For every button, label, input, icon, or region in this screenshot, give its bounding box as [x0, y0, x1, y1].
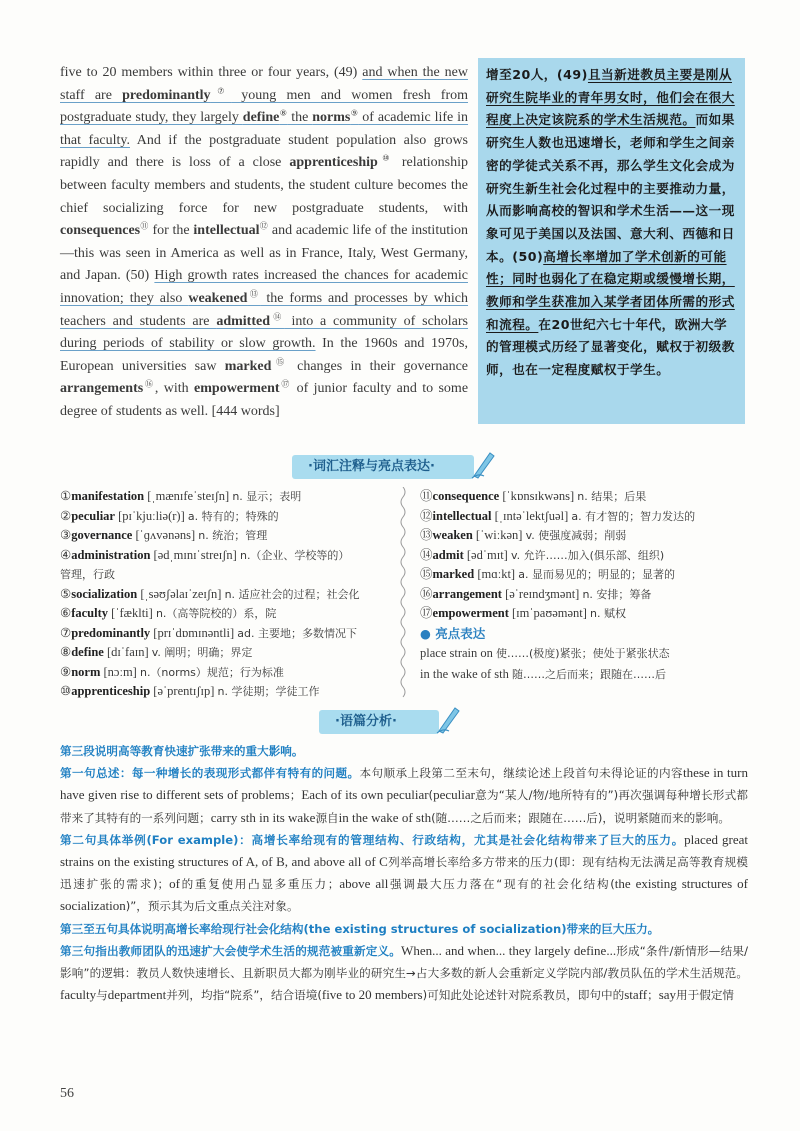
note-marker: ⑮ [271, 357, 289, 367]
passage-text: into a community of scholars during periods of stability or slow growth. [60, 313, 468, 352]
section-title: ·语篇分析· [335, 714, 397, 729]
pen-icon [435, 704, 461, 734]
vocab-phonetic: [nɔːm] [100, 664, 140, 679]
vocab-definition: v. 允许……加入(俱乐部、组织) [510, 548, 665, 562]
vocab-number: ⑦ [60, 625, 72, 640]
vocab-entry [60, 604, 395, 624]
vocab-entry [420, 585, 750, 605]
english-passage [60, 62, 468, 424]
analysis-text: 形成“条件/新情形—结果/影响”的逻辑：教员人数快速增长、且新职员大都为刚毕业的研究生→占大多数的新人会重新定义学院内部/教员队伍的学术生活规范。 [60, 943, 748, 981]
passage-paragraph [60, 62, 468, 424]
keyword-predominantly: predominantly [122, 87, 211, 103]
highlight-chinese: 使……(极度)紧张；使处于紧张状态 [496, 647, 670, 660]
section-title: ·词汇注释与亮点表达· [308, 459, 435, 474]
pen-icon [470, 449, 496, 479]
vocab-list-right [420, 487, 750, 685]
translation-underlined-50: 高增长率增加了学术创新的可能性；同时也弱化了在稳定期或缓慢增长期，教师和学生获准加入某学者团体所需的形式和流程。 [486, 248, 735, 332]
vocab-definition: v. 使强度减弱；削弱 [525, 529, 627, 542]
note-marker: ⑰ [279, 379, 292, 389]
vocab-phonetic: [prɪˈdɒmɪnəntli] [150, 625, 238, 640]
vocab-phonetic: [ˈɡʌvənəns] [132, 528, 199, 542]
vocab-number: ⑰ [420, 606, 433, 620]
translation-underlined-49: 且当新进教员主要是刚从研究生院毕业的青年男女时，他们会在很大程度上决定该院系的学术生活规范。 [486, 67, 735, 128]
analysis-paragraph [60, 762, 748, 829]
analysis-text: 列举高增长率给多方带来的压力(即：现有结构无法满足高等教育规模迅速扩张的需求)； [60, 855, 748, 892]
vocab-word: administration [71, 547, 151, 562]
vocab-entry [420, 546, 750, 566]
keyword-define: define [242, 110, 280, 126]
note-marker: ⑩ [377, 153, 394, 163]
vocab-definition: n. 安排；筹备 [582, 587, 652, 601]
analysis-english: staff [624, 987, 648, 1003]
vocab-entry [60, 663, 395, 683]
vocab-section-header [292, 455, 474, 479]
vocab-word: consequence [432, 489, 500, 503]
vocab-definition: 管理，行政 [60, 568, 115, 581]
passage-text: And if the postgraduate student population also grows rapidly and there is loss of a close [60, 132, 468, 171]
vocab-entry [420, 604, 750, 624]
translation-text: 在20世纪六七十年代，欧洲大学的管理模式历经了显著变化，赋权于初级教师，也在一定程度赋权于学生。 [486, 316, 735, 378]
vocab-word: marked [432, 567, 475, 581]
vocab-definition: n. 结果；后果 [577, 490, 647, 503]
page-number: 56 [60, 1086, 74, 1101]
vocab-number: ⑫ [420, 508, 433, 523]
vocab-number: ⑬ [420, 528, 433, 542]
vocab-definition: n.（高等院校的）系，院 [155, 607, 277, 620]
vocab-definition: n. 显示；表明 [232, 490, 302, 503]
passage-text: the forms and processes by which teachers and students are [60, 290, 469, 329]
analysis-text: ( [428, 788, 434, 803]
vocab-definition: v. 阐明；明确；界定 [151, 646, 253, 659]
analysis-heading: 第二句具体举例(For example)：高增长率给现有的管理结构、行政结构，尤其是社会化结构带来了巨大的压力。 [60, 832, 685, 847]
vocab-number: ⑥ [60, 606, 72, 620]
vocab-word: manifestation [71, 489, 145, 503]
vocab-number: ⑮ [420, 567, 433, 581]
vocab-number: ③ [60, 528, 72, 542]
analysis-english: in the wake of sth [338, 809, 432, 825]
highlight-title: ● 亮点表达 [420, 625, 486, 641]
analysis-paragraph [60, 918, 748, 940]
keyword-admitted: admitted [216, 313, 270, 329]
vocab-definition: n.（企业、学校等的） [239, 548, 350, 562]
translation-text: 而如果研究生人数也迅速增长，老师和学生之间亲密的学徒式关系不再，那么学生文化会成为研究生新生社会化过程中的主要推动力量，从而影响高校的智识和学术生活——这一现象可见于美国以及法国、意大利、西德和日本。(50) [486, 112, 735, 264]
analysis-english: faculty [60, 987, 97, 1003]
vocab-definition: a. 显而易见的；明显的；显著的 [518, 568, 675, 581]
keyword-weakened: weakened [188, 290, 248, 306]
analysis-text: 强调最大压力落在“现有的社会化结构( [388, 877, 615, 892]
analysis-english: Each of its own peculiar [301, 787, 429, 803]
vocab-phonetic: [ˌsəʊʃəlaɪˈzeɪʃn] [137, 586, 225, 601]
vocab-number: ⑭ [420, 547, 433, 562]
note-marker: ⑨ [350, 108, 359, 118]
vocab-definition: n. 赋权 [590, 607, 626, 620]
analysis-english: five to 20 members [321, 987, 423, 1003]
vocab-word: faculty [71, 606, 109, 620]
passage-text: of academic life in that faculty. [60, 110, 469, 148]
vocab-word: empowerment [432, 606, 509, 620]
highlight-chinese: 随……之后而来；跟随在……后 [512, 668, 666, 681]
note-marker: ⑬ [247, 289, 261, 299]
analysis-text: 用于假定情 [676, 988, 735, 1003]
analysis-text: ； [289, 788, 302, 803]
analysis-text: ； [647, 988, 659, 1003]
vocab-phonetic: [ˈkɒnsɪkwəns] [499, 489, 578, 503]
analysis-text: 本句顺承上段第二至末句，继续论述上段首句未得论证的内容 [359, 766, 683, 781]
vocab-entry [60, 624, 395, 644]
note-marker: ⑦ [210, 85, 232, 95]
passage-text: for the [148, 223, 194, 239]
vocab-entry [420, 487, 750, 507]
vocab-phonetic: [pɪˈkjuːliə(r)] [114, 508, 188, 523]
vocab-phonetic: [əˈreɪndʒmənt] [501, 586, 583, 601]
analysis-text: )可知此处论述针对院系教员，即句中的 [422, 988, 625, 1003]
vocab-definition: a. 有才智的；智力发达的 [571, 509, 696, 523]
analysis-english: these in turn have given rise to different sets of problems [60, 765, 748, 803]
vocab-word: define [71, 645, 104, 659]
analysis-english: placed great strains on the existing structures of A, of B, and above all of C [60, 831, 748, 870]
analysis-english: department [107, 987, 167, 1003]
passage-text: and academic life of the institution—this was seen in America as well as in France, Italy, West Germany, and Japan. (50) [60, 223, 468, 284]
analysis-english: say [658, 987, 677, 1003]
vocab-word: arrangement [432, 586, 502, 601]
vocab-entry [420, 507, 750, 527]
vocab-word: predominantly [71, 625, 151, 640]
vocab-phonetic: [dɪˈfaɪn] [103, 645, 152, 659]
vocab-word: weaken [432, 528, 473, 542]
vocab-entry [420, 526, 750, 546]
analysis-text: 与 [96, 988, 108, 1003]
analysis-heading: 第一句总述：每一种增长的表现形式都伴有特有的问题。 [60, 766, 360, 781]
vocab-definition: n. 统治；管理 [198, 529, 268, 542]
analysis-english: of [169, 876, 180, 892]
highlight-expression [420, 643, 750, 664]
vocab-entry [60, 507, 395, 527]
vocab-number: ⑪ [420, 489, 433, 503]
analysis-heading: 第三段说明高等教育快速扩张带来的重大影响。 [60, 744, 304, 758]
note-marker: ⑪ [140, 221, 149, 231]
vocab-number: ⑨ [60, 664, 72, 679]
analysis-section-header [319, 710, 439, 734]
passage-text: the [287, 110, 313, 126]
vocab-number: ⑤ [60, 586, 72, 601]
vocab-entry [60, 643, 395, 663]
vocab-definition: ad. 主要地；多数情况下 [237, 626, 357, 640]
keyword-apprenticeship: apprenticeship [289, 155, 378, 171]
vocab-phonetic: [ˈfæklti] [108, 606, 156, 620]
discourse-analysis [60, 740, 748, 1006]
vocab-definition: n.（norms）规范；行为标准 [139, 665, 284, 679]
vocab-phonetic: [ˈwiːkən] [472, 528, 526, 542]
passage-text: High growth rates increased the chances for academic innovation; they also [60, 268, 468, 306]
analysis-text: 的重复使用凸显多重压力； [179, 877, 340, 892]
translation-text: 增至20人，(49) [486, 67, 588, 82]
vocab-phonetic: [mɑːkt] [474, 567, 519, 581]
analysis-english: carry sth in its wake [210, 809, 316, 825]
vocab-entry [60, 565, 395, 585]
translation-box [478, 58, 745, 424]
vocab-number: ① [60, 489, 72, 503]
passage-text: In the 1960s and 1970s, European universities saw [60, 336, 468, 374]
keyword-marked: marked [224, 358, 272, 374]
vocab-entry [60, 526, 395, 546]
analysis-text: 并列，均指“院系”，结合语境( [166, 988, 322, 1003]
vocab-word: peculiar [71, 508, 115, 523]
passage-text: and when the new staff are [60, 65, 468, 103]
keyword-intellectual: intellectual [193, 223, 260, 239]
vocab-right-items [420, 487, 750, 624]
highlight-english: place strain on [420, 646, 497, 660]
analysis-text: 源自 [315, 810, 339, 825]
passage-text: relationship between faculty members and students, the student culture becomes the chief socializing force for new postgraduate students, with [60, 155, 468, 216]
vocab-list-left [60, 487, 395, 702]
passage-text: five to 20 members within three or four years, (49) [60, 65, 363, 80]
note-marker: ⑯ [143, 379, 155, 389]
vocab-phonetic: [ˌmænɪfeˈsteɪʃn] [144, 489, 233, 503]
vocab-phonetic: [ədˈmɪt] [463, 547, 511, 562]
analysis-english: above all [339, 876, 389, 892]
vocab-entry [60, 682, 395, 702]
analysis-heading: 第三至五句具体说明高增长率给现行社会化结构(the existing structures of socialization)带来的巨大压力。 [60, 921, 660, 936]
vocab-number: ④ [60, 547, 72, 562]
vocab-phonetic: [əˈprentɪʃɪp] [150, 684, 218, 698]
analysis-english: When... and when... they largely define... [401, 942, 617, 958]
passage-text: , with [154, 381, 195, 397]
highlight-items [420, 643, 750, 685]
vocab-word: apprenticeship [71, 684, 151, 698]
vocab-entry [60, 546, 395, 566]
analysis-text: 意为“某人/物/地所特有的”)再次强调每种增长形式都带来了其特有的一系列问题； [60, 788, 749, 825]
analysis-paragraph [60, 829, 748, 918]
passage-text: changes in their governance [288, 358, 469, 374]
vocab-entry [60, 585, 395, 605]
vocab-entry [420, 565, 750, 585]
note-marker: ⑫ [259, 221, 269, 231]
highlight-english: in the wake of sth [420, 667, 512, 681]
vocab-entry [60, 487, 395, 507]
vocab-definition: n. 适应社会的过程；社会化 [224, 587, 360, 601]
vocab-phonetic: [ˌɪntəˈlektʃuəl] [491, 508, 572, 523]
analysis-paragraph [60, 940, 748, 1007]
vocab-word: intellectual [432, 508, 492, 523]
column-divider [398, 487, 408, 699]
keyword-consequences: consequences [60, 223, 141, 239]
keyword-arrangements: arrangements [60, 381, 144, 397]
vocab-definition: n. 学徒期；学徒工作 [217, 685, 320, 698]
note-marker: ⑧ [279, 108, 288, 118]
vocab-phonetic: [ɪmˈpaʊəmənt] [508, 606, 591, 620]
keyword-norms: norms [312, 110, 351, 126]
analysis-text: (随……之后而来；跟随在……后)，说明紧随而来的影响。 [431, 810, 730, 825]
vocab-phonetic: [ədˌmɪnɪˈstreɪʃn] [150, 547, 240, 562]
vocab-number: ⑯ [420, 586, 433, 601]
analysis-english: peculiar [433, 787, 475, 803]
highlight-expression [420, 664, 750, 685]
vocab-word: governance [71, 528, 133, 542]
analysis-english: the existing structures of socialization [60, 876, 748, 914]
passage-text: young men and women fresh from postgraduate study, they largely [60, 87, 469, 126]
note-marker: ⑭ [269, 311, 285, 321]
vocab-definition: a. 特有的；特殊的 [187, 509, 279, 523]
passage-text: of junior faculty and to some degree of students as well. [444 words] [60, 381, 469, 419]
vocab-word: norm [71, 664, 101, 679]
vocab-number: ② [60, 508, 72, 523]
analysis-text: )”，预示其为后文重点关注对象。 [125, 899, 299, 914]
keyword-empowerment: empowerment [194, 381, 280, 397]
vocab-word: socialization [71, 586, 138, 601]
analysis-heading: 第三句指出教师团队的迅速扩大会使学术生活的规范被重新定义。 [60, 943, 402, 958]
vocab-number: ⑧ [60, 645, 72, 659]
vocab-number: ⑩ [60, 684, 72, 698]
vocab-word: admit [432, 547, 464, 562]
analysis-paragraph [60, 740, 748, 762]
